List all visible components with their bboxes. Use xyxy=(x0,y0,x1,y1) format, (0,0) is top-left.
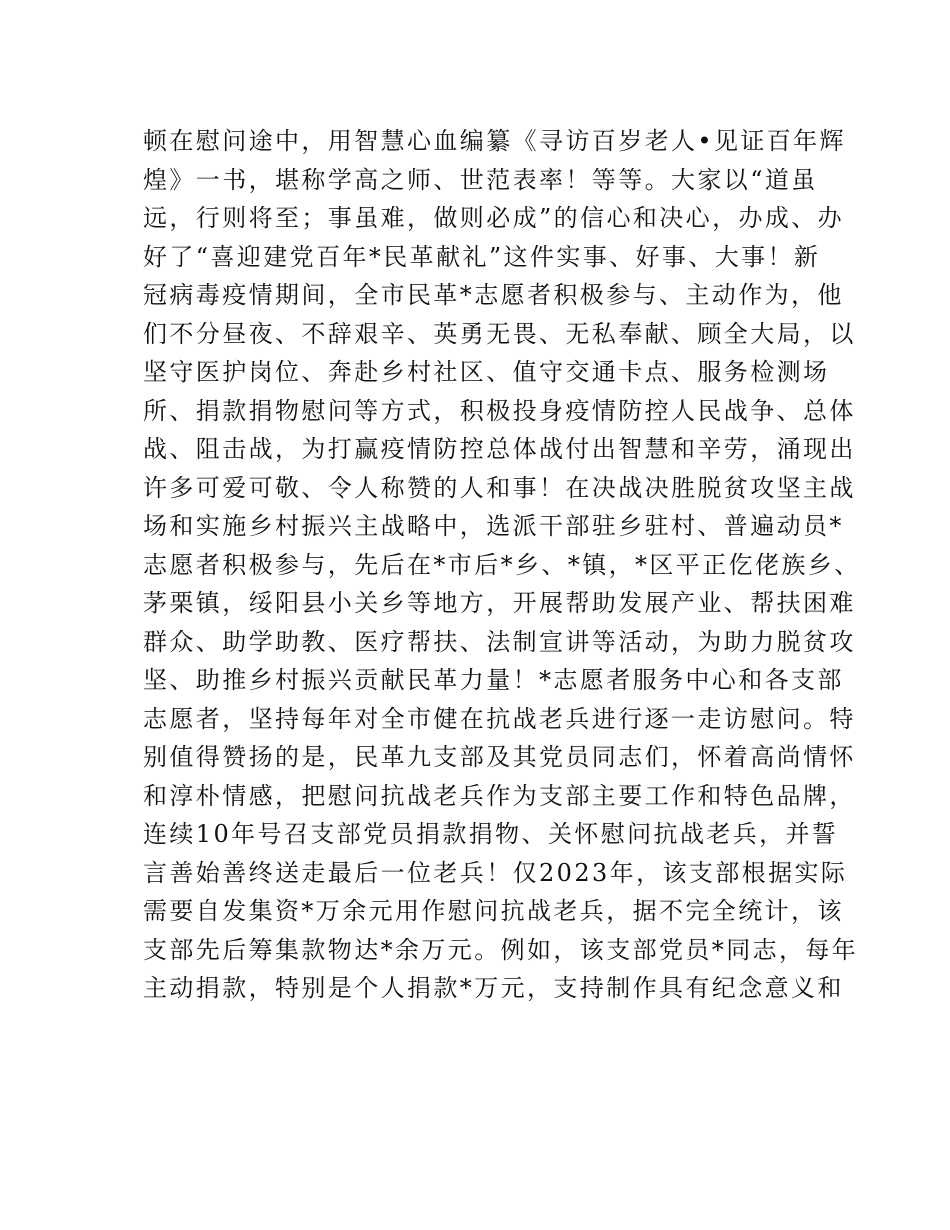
text-line: 志愿者，坚持每年对全市健在抗战老兵进行逐一走访慰问。特 xyxy=(143,704,856,733)
text-line: 主动捐款，特别是个人捐款*万元，支持制作具有纪念意义和 xyxy=(143,974,844,1002)
text-line: 坚、助推乡村振兴贡献民革力量！*志愿者服务中心和各支部 xyxy=(143,666,844,694)
text-line: 战、阻击战，为打赢疫情防控总体战付出智慧和辛劳，涌现出 xyxy=(143,435,856,463)
text-line: 顿在慰问途中，用智慧心血编纂《寻访百岁老人•见证百年辉 xyxy=(143,127,846,155)
text-line: 们不分昼夜、不辞艰辛、英勇无畏、无私奉献、顾全大局，以 xyxy=(143,319,856,348)
text-line: 坚守医护岗位、奔赴乡村社区、值守交通卡点、服务检测场 xyxy=(143,358,830,386)
text-line: 远，行则将至；事虽难，做则必成”的信心和决心，办成、办 xyxy=(143,204,845,232)
text-line: 和淳朴情感，把慰问抗战老兵作为支部主要工作和特色品牌， xyxy=(143,781,856,810)
text-line: 群众、助学助教、医疗帮扶、法制宣讲等活动，为助力脱贫攻 xyxy=(143,627,856,656)
text-line: 好了“喜迎建党百年*民革献礼”这件实事、好事、大事！新 xyxy=(143,242,821,271)
text-line: 言善始善终送走最后一位老兵！仅2023年，该支部根据实际 xyxy=(143,858,848,887)
body-text xyxy=(143,122,861,1008)
text-line: 需要自发集资*万余元用作慰问抗战老兵，据不完全统计，该 xyxy=(143,897,844,925)
text-line: 支部先后筹集款物达*余万元。例如，该支部党员*同志，每年 xyxy=(143,935,859,964)
text-line: 别值得赞扬的是，民革九支部及其党员同志们，怀着高尚情怀 xyxy=(143,743,856,771)
text-line: 志愿者积极参与，先后在*市后*乡、*镇，*区平正仡佬族乡、 xyxy=(143,550,861,579)
text-line: 茅栗镇，绥阳县小关乡等地方，开展帮助发展产业、帮扶困难 xyxy=(143,589,856,617)
text-line: 许多可爱可敬、令人称赞的人和事！在决战决胜脱贫攻坚主战 xyxy=(143,473,856,502)
text-line: 所、捐款捐物慰问等方式，积极投身疫情防控人民战争、总体 xyxy=(143,396,856,425)
text-line: 冠病毒疫情期间，全市民革*志愿者积极参与、主动作为，他 xyxy=(143,281,844,309)
text-line: 煌》一书，堪称学高之师、世范表率！等等。大家以“道虽 xyxy=(143,165,818,194)
text-line: 场和实施乡村振兴主战略中，选派干部驻乡驻村、普遍动员* xyxy=(143,512,844,540)
text-line: 连续10年号召支部党员捐款捐物、关怀慰问抗战老兵，并誓 xyxy=(143,820,839,848)
